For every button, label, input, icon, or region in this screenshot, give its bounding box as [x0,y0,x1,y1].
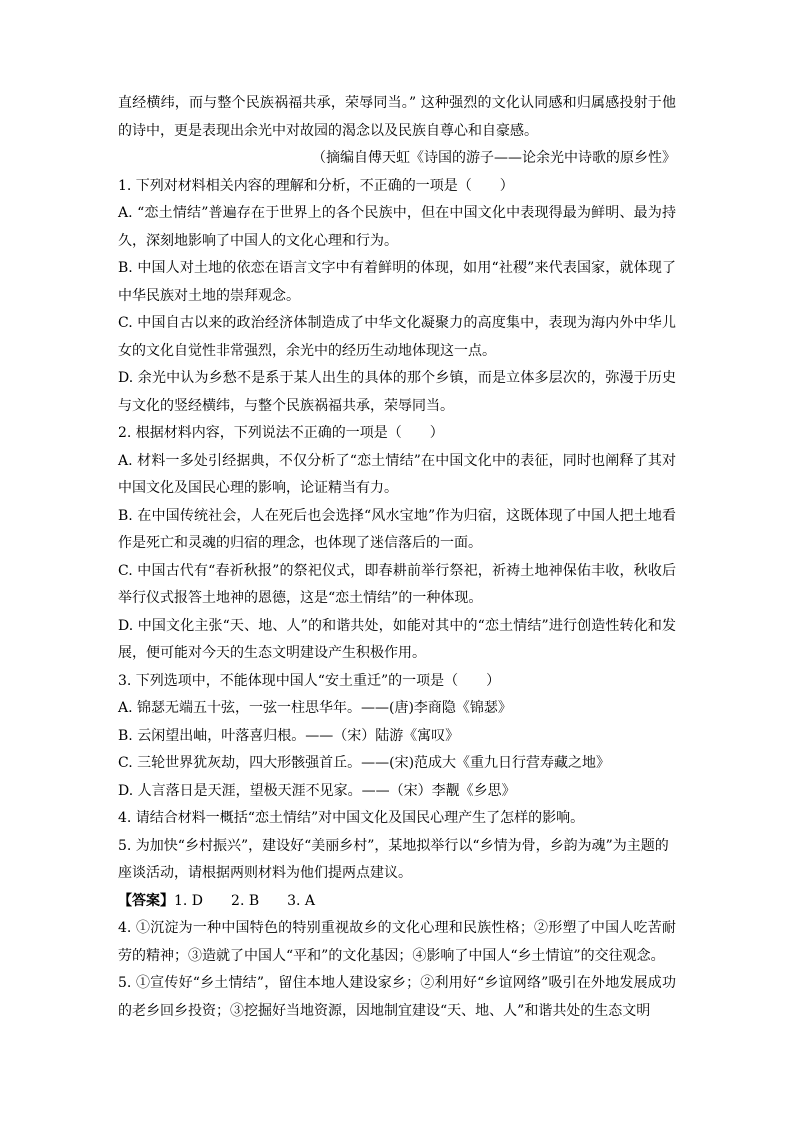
question-stem: 5. 为加快“乡村振兴”，建设好“美丽乡村”，某地拟举行以“乡情为骨，乡韵为魂”为主题的座谈活动，请根据两则材料为他们提两点建议。 [118,837,669,881]
question-5 [118,833,676,888]
option-a: A. 材料一多处引经据典，不仅分析了“恋土情结”在中国文化中的表征，同时也阐释了其对中国文化及国民心理的影响，论证精当有力。 [118,452,676,496]
option-a: A. 锦瑟无端五十弦，一弦一柱思华年。——(唐)李商隐《锦瑟》 [118,700,512,716]
option-b: B. 中国人对土地的依恋在语言文字中有着鲜明的体现，如用“社稷”来代表国家，就体现了中华民族对土地的崇拜观念。 [118,260,676,304]
option-b: B. 在中国传统社会，人在死后也会选择“风水宝地”作为归宿，这既体现了中国人把土地看作是死亡和灵魂的归宿的理念，也体现了迷信落后的一面。 [118,507,676,551]
answer-5: 5. ①宣传好“乡土情结”，留住本地人建设家乡；②利用好“乡谊网络”吸引在外地发展成功的老乡回乡投资；③挖掘好当地资源，因地制宜建设“天、地、人”和谐共处的生态文明 [118,975,676,1019]
question-3 [118,668,676,806]
answer-label: 【答案】 [118,892,174,909]
answer-section [118,888,676,1026]
option-d: D. 余光中认为乡愁不是系于某人出生的具体的那个乡镇，而是立体多层次的，弥漫于历史与文化的竖经横纬，与整个民族祸福共承，荣辱同当。 [118,370,676,414]
question-stem: 4. 请结合材料一概括“恋土情结”对中国文化及国民心理产生了怎样的影响。 [118,810,585,826]
option-d: D. 中国文化主张“天、地、人”的和谐共处，如能对其中的“恋土情结”进行创造性转化和发展，便可能对今天的生态文明建设产生积极作用。 [118,617,676,661]
question-stem: 2. 根据材料内容，下列说法不正确的一项是（ ） [118,425,444,441]
question-2 [118,420,676,668]
question-4 [118,805,676,833]
passage-source: （摘编自傅天虹《诗国的游子——论余光中诗歌的原乡性》 [312,150,676,166]
question-stem: 1. 下列对材料相关内容的理解和分析，不正确的一项是（ ） [118,177,514,194]
document-content [118,90,676,1025]
option-c: C. 中国自古以来的政治经济体制造成了中华文化凝聚力的高度集中，表现为海内外中华儿女的文化自觉性非常强烈，余光中的经历生动地体现这一点。 [118,315,676,359]
answer-choices-line [118,888,676,916]
answer-choices: 1. D 2. B 3. A [174,892,316,909]
option-c: C. 三轮世界犹灰劫，四大形骸强首丘。——(宋)范成大《重九日行营寿藏之地》 [118,755,611,771]
answer-4: 4. ①沉淀为一种中国特色的特别重视故乡的文化心理和民族性格；②形塑了中国人吃苦耐劳的精神；③造就了中国人“平和”的文化基因；④影响了中国人“乡土情谊”的交往观念。 [118,920,676,964]
passage-ending: 直经横纬，而与整个民族祸福共承，荣辱同当。” 这种强烈的文化认同感和归属感投射于他的诗中，更是表现出余光中对故园的渴念以及民族自尊心和自豪感。 [118,95,676,139]
option-b: B. 云闲望出岫，叶落喜归根。——（宋）陆游《寓叹》 [118,727,460,744]
question-stem: 3. 下列选项中，不能体现中国人“安土重迁”的一项是（ ） [118,672,501,689]
question-1 [118,173,676,421]
option-d: D. 人言落日是天涯，望极天涯不见家。——（宋）李觏《乡思》 [118,782,516,799]
option-a: A. “恋土情结”普遍存在于世界上的各个民族中，但在中国文化中表现得最为鲜明、最为持久，深刻地影响了中国人的文化心理和行为。 [118,205,676,249]
option-c: C. 中国古代有“春祈秋报”的祭祀仪式，即春耕前举行祭祀，祈祷土地神保佑丰收，秋收后举行仪式报答土地神的恩德，这是“恋土情结”的一种体现。 [118,562,676,606]
